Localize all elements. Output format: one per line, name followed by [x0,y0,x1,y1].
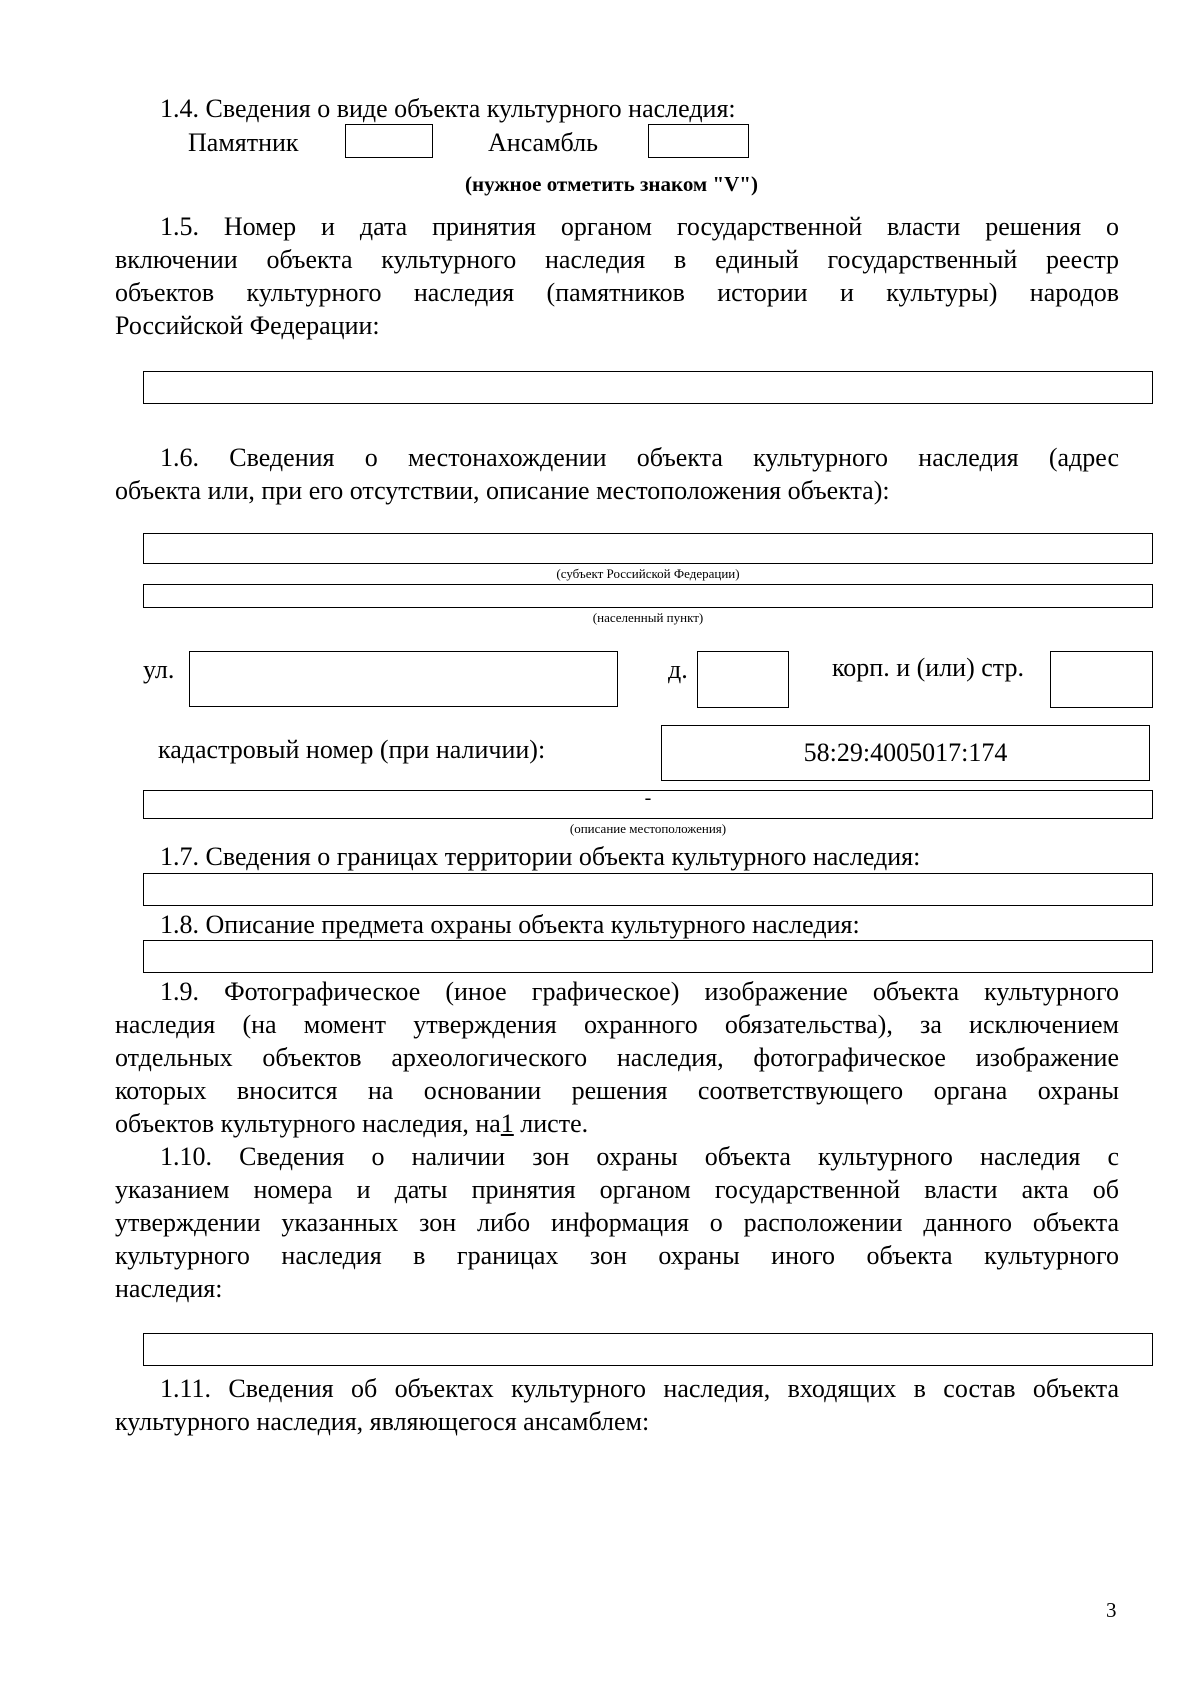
text-line: утверждении указанных зон либо информация о расположении данного объекта [115,1208,1119,1237]
sheets-count: 1 [500,1109,514,1138]
section-1-11-text [115,1372,1119,1438]
text-line: которых вносится на основании решения соответствующего органа охраны [115,1076,1119,1105]
settlement-field[interactable] [143,584,1153,608]
section-1-10-text [115,1140,1119,1305]
section-1-4-heading: 1.4. Сведения о виде объекта культурного наследия: [160,94,736,123]
text-line: включении объекта культурного наследия в единый государственный реестр [115,245,1119,274]
building-label: корп. и (или) стр. [832,653,1024,682]
cadastral-field[interactable] [661,725,1150,781]
text-line: 1.9. Фотографическое (иное графическое) изображение объекта культурного [160,977,1119,1006]
text-line: наследия: [115,1274,223,1303]
protection-zones-field[interactable] [143,1333,1153,1366]
text-line: 1.10. Сведения о наличии зон охраны объекта культурного наследия с [160,1142,1119,1171]
location-value: - [644,787,652,809]
section-1-7-heading: 1.7. Сведения о границах территории объекта культурного наследия: [160,842,921,871]
text-line: объектов культурного наследия (памятников истории и культуры) народов [115,278,1119,307]
ensemble-checkbox[interactable] [648,124,749,158]
page-number: 3 [1106,1598,1117,1622]
text-line: 1.11. Сведения об объектах культурного наследия, входящих в состав объекта [160,1374,1119,1403]
text-fragment: листе. [513,1109,589,1138]
location-description-field[interactable] [143,787,1153,819]
text-line: указанием номера и даты принятия органом государственной власти акта об [115,1175,1119,1204]
text-line: наследия (на момент утверждения охранного обязательства), за исключением [115,1010,1119,1039]
text-line: отдельных объектов археологического наследия, фотографическое изображение [115,1043,1119,1072]
cadastral-value: 58:29:4005017:174 [803,738,1008,767]
settlement-caption: (населенный пункт) [592,610,704,625]
text-line: объекта или, при его отсутствии, описание местоположения объекта): [115,476,890,505]
text-line: культурного наследия, являющегося ансамблем: [115,1407,650,1436]
section-1-6-text [115,441,1119,507]
street-label: ул. [143,655,175,684]
street-field[interactable] [189,651,618,707]
text-line: культурного наследия в границах зон охраны иного объекта культурного [115,1241,1119,1270]
territory-borders-field[interactable] [143,873,1153,906]
registry-decision-field[interactable] [143,371,1153,404]
subject-field[interactable] [143,533,1153,564]
mark-note: (нужное отметить знаком "V") [465,172,758,196]
subject-caption: (субъект Российской Федерации) [556,566,740,581]
text-line: 1.5. Номер и дата принятия органом государственной власти решения о [160,212,1119,241]
text-fragment: объектов культурного наследия, на [115,1109,501,1138]
house-field[interactable] [697,651,789,708]
ensemble-label: Ансамбль [488,128,598,157]
cadastral-label: кадастровый номер (при наличии): [158,735,546,764]
text-line: Российской Федерации: [115,311,380,340]
text-line: 1.6. Сведения о местонахождении объекта культурного наследия (адрес [160,443,1119,472]
house-label: д. [668,655,688,684]
section-1-5-text [115,210,1119,342]
monument-label: Памятник [188,128,299,157]
section-1-9-text [115,975,1119,1140]
section-1-8-heading: 1.8. Описание предмета охраны объекта культурного наследия: [160,910,860,939]
protection-subject-field[interactable] [143,940,1153,973]
building-field[interactable] [1050,651,1153,708]
monument-checkbox[interactable] [345,124,433,158]
text-line [115,1107,1119,1140]
location-caption: (описание местоположения) [569,821,727,836]
